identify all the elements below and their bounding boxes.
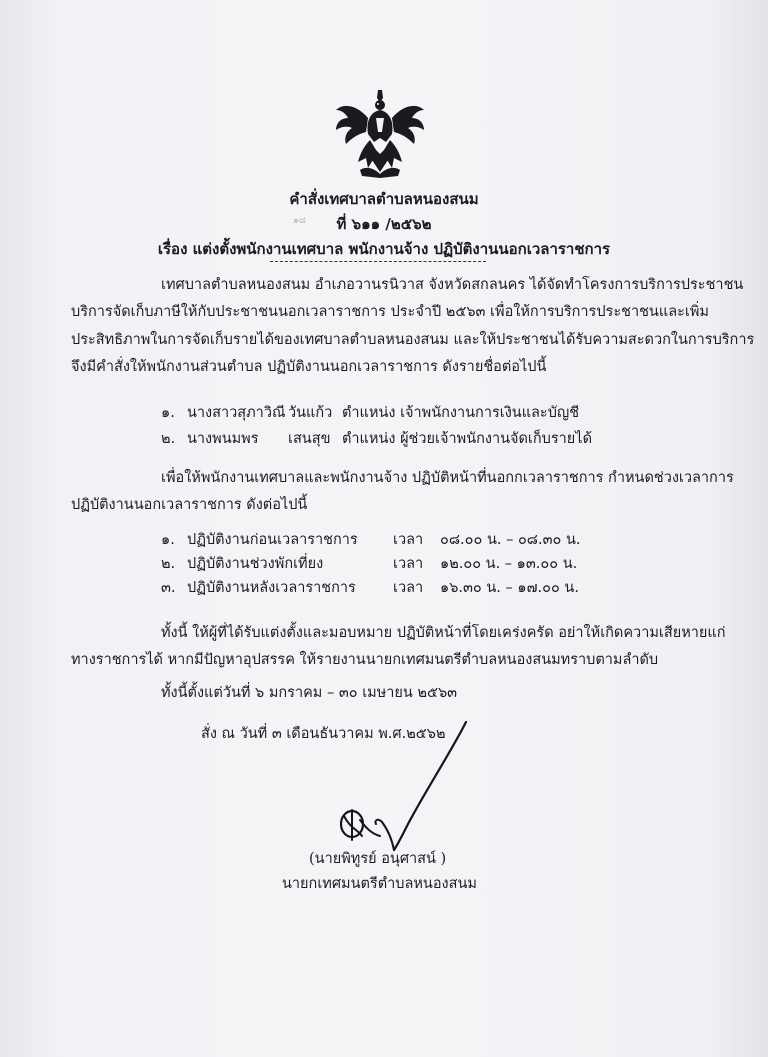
schedule-label: เวลา: [393, 556, 424, 572]
schedule-task: ปฏิบัติงานช่วงพักเที่ยง: [187, 556, 324, 572]
schedule-number: ๓.: [161, 580, 176, 596]
staff-number: ๑.: [161, 405, 175, 421]
duty-intro-line: ปฏิบัติงานนอกเวลาราชการ ดังต่อไปนี้: [71, 497, 308, 513]
signatory-name: (นายพิทูรย์ อนุศาสน์ ): [309, 851, 447, 867]
schedule-task: ปฏิบัติงานหลังเวลาราชการ: [187, 580, 356, 596]
intro-line: เทศบาลตำบลหนองสนม อำเภอวานรนิวาส จังหวัดสกลนคร ได้จัดทำโครงการบริการประชาชน: [161, 277, 744, 293]
faint-mark: ๑๘: [293, 216, 306, 226]
intro-line: จึงมีคำสั่งให้พนักงานส่วนตำบล ปฏิบัติงานนอกเวลาราชการ ดังรายชื่อต่อไปนี้: [71, 359, 547, 375]
staff-name: นางสาวสุภาวิณี: [187, 405, 286, 421]
garuda-emblem-icon: [330, 88, 430, 180]
schedule-label: เวลา: [393, 580, 424, 596]
staff-surname: วันแก้ว: [288, 405, 333, 421]
schedule-number: ๑.: [161, 532, 175, 548]
staff-surname: เสนสุข: [288, 431, 331, 447]
schedule-time: ๑๒.๐๐ น. – ๑๓.๐๐ น.: [440, 556, 578, 572]
staff-position: ตำแหน่ง ผู้ช่วยเจ้าพนักงานจัดเก็บรายได้: [342, 431, 593, 447]
schedule-number: ๒.: [161, 556, 176, 572]
schedule-time: ๐๘.๐๐ น. – ๐๘.๓๐ น.: [440, 532, 581, 548]
staff-name: นางพนมพร: [187, 431, 259, 447]
order-subject: เรื่อง แต่งตั้งพนักงานเทศบาล พนักงานจ้าง ปฏิบัติงานนอกเวลาราชการ: [157, 240, 611, 258]
closing-line: ทั้งนี้ ให้ผู้ที่ได้รับแต่งตั้งและมอบหมาย ปฏิบัติหน้าที่โดยเคร่งครัด อย่าให้เกิดความเสียหายแก่: [161, 625, 726, 641]
order-date: สั่ง ณ วันที่ ๓ เดือนธันวาคม พ.ศ.๒๕๖๒: [201, 726, 446, 742]
separator-line: [270, 261, 486, 262]
schedule-time: ๑๖.๓๐ น. – ๑๗.๐๐ น.: [440, 580, 579, 596]
schedule-task: ปฏิบัติงานก่อนเวลาราชการ: [187, 532, 358, 548]
order-number: ที่ ๖๑๑ /๒๕๖๒: [336, 215, 432, 233]
intro-line: ประสิทธิภาพในการจัดเก็บรายได้ของเทศบาลตำบลหนองสนม และให้ประชาชนได้รับความสะดวกในการบริการ: [71, 332, 755, 348]
intro-line: บริการจัดเก็บภาษีให้กับประชาชนนอกเวลาราชการ ประจำปี ๒๕๖๓ เพื่อให้การบริการประชาชนและเพิ่ม: [71, 304, 709, 320]
effective-date: ทั้งนี้ตั้งแต่วันที่ ๖ มกราคม – ๓๐ เมษายน ๒๕๖๓: [161, 685, 458, 701]
schedule-label: เวลา: [393, 532, 424, 548]
staff-number: ๒.: [161, 431, 176, 447]
signatory-title: นายกเทศมนตรีตำบลหนองสนม: [282, 876, 477, 892]
handwritten-signature: [330, 720, 480, 860]
closing-line: ทางราชการได้ หากมีปัญหาอุปสรรค ให้รายงานนายกเทศมนตรีตำบลหนองสนมทราบตามลำดับ: [71, 652, 659, 668]
order-title: คำสั่งเทศบาลตำบลหนองสนม: [289, 190, 479, 208]
duty-intro-line: เพื่อให้พนักงานเทศบาลและพนักงานจ้าง ปฏิบัติหน้าที่นอกกเวลาราชการ กำหนดช่วงเวลาการ: [161, 470, 734, 486]
staff-position: ตำแหน่ง เจ้าพนักงานการเงินและบัญชี: [342, 405, 580, 421]
